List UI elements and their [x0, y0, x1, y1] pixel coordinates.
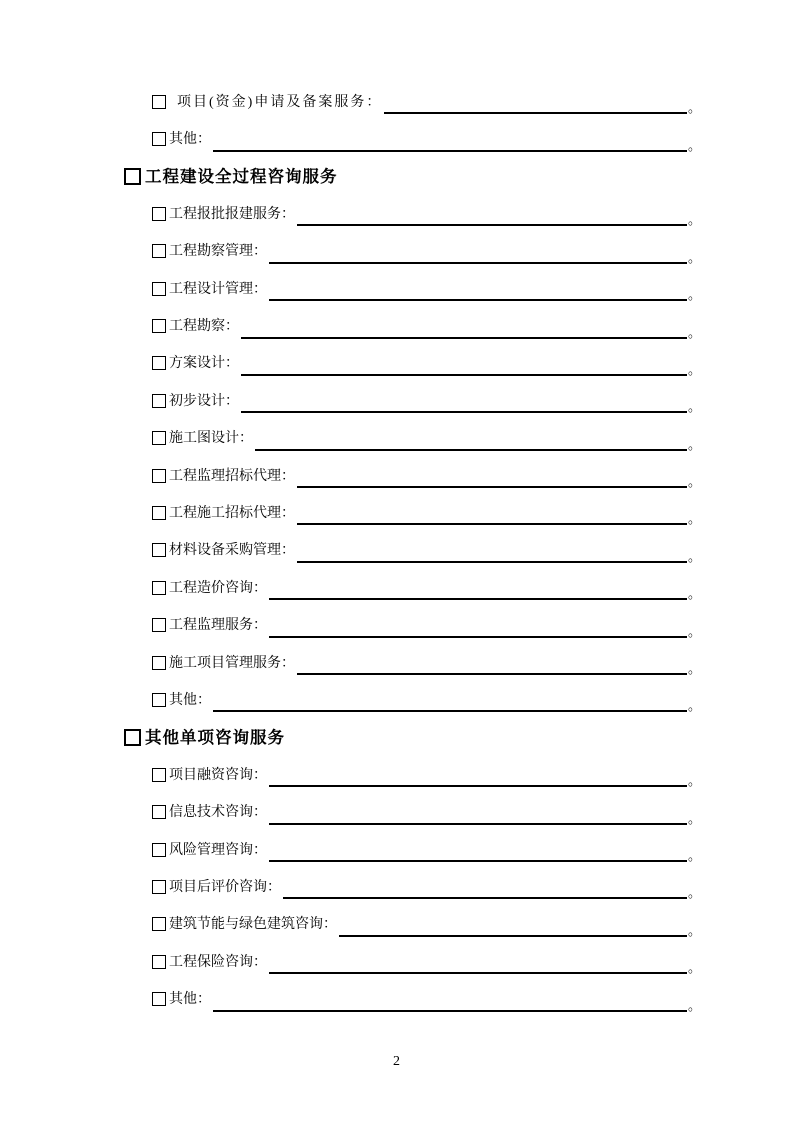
service-label: 材料设备采购管理： [169, 543, 295, 559]
checkbox-icon[interactable] [152, 319, 166, 333]
service-label: 施工项目管理服务： [169, 655, 295, 671]
checkbox-icon[interactable] [152, 394, 166, 408]
form-row [152, 907, 701, 944]
checkbox-icon[interactable] [152, 880, 166, 894]
form-row [152, 869, 701, 906]
fill-in-blank[interactable] [241, 322, 687, 339]
form-row [152, 794, 701, 831]
service-label: 初步设计： [169, 393, 239, 409]
checkbox-icon[interactable] [152, 431, 166, 445]
fill-in-blank[interactable] [269, 284, 687, 301]
fill-in-blank[interactable] [283, 882, 687, 899]
fill-in-blank[interactable] [297, 471, 687, 488]
fill-in-blank[interactable] [297, 209, 687, 226]
fill-in-blank[interactable] [241, 359, 687, 376]
period-mark: 。 [687, 212, 701, 228]
period-mark: 。 [687, 698, 701, 714]
checkbox-icon[interactable] [152, 843, 166, 857]
checkbox-icon[interactable] [124, 729, 141, 746]
service-label: 工程报批报建服务： [169, 206, 295, 222]
page-number: 2 [393, 1054, 400, 1069]
fill-in-blank[interactable] [255, 434, 687, 451]
service-label: 工程勘察： [169, 319, 239, 335]
checkbox-icon[interactable] [152, 693, 166, 707]
form-row [152, 234, 701, 271]
form-row [152, 944, 701, 981]
period-mark: 。 [687, 287, 701, 303]
form-row [152, 308, 701, 345]
form-row [152, 757, 701, 794]
fill-in-blank[interactable] [269, 845, 687, 862]
checkbox-icon[interactable] [124, 168, 141, 185]
service-label: 建筑节能与绿色建筑咨询： [169, 917, 337, 933]
service-label: 工程勘察管理： [169, 244, 267, 260]
checkbox-icon[interactable] [152, 618, 166, 632]
form-row [152, 645, 701, 682]
service-label: 其他： [169, 992, 211, 1008]
fill-in-blank[interactable] [384, 97, 687, 114]
form-row [152, 84, 701, 121]
checkbox-icon[interactable] [152, 132, 166, 146]
checkbox-icon[interactable] [152, 282, 166, 296]
service-label: 工程造价咨询： [169, 580, 267, 596]
form-row [152, 570, 701, 607]
fill-in-blank[interactable] [269, 583, 687, 600]
form-row [152, 682, 701, 719]
fill-in-blank[interactable] [269, 770, 687, 787]
service-label: 其他： [169, 132, 211, 148]
section-heading-row [124, 159, 701, 196]
checkbox-icon[interactable] [152, 768, 166, 782]
service-label: 项目后评价咨询： [169, 879, 281, 895]
fill-in-blank[interactable] [269, 957, 687, 974]
form-row [152, 533, 701, 570]
form-row [152, 981, 701, 1018]
service-label: 其他： [169, 692, 211, 708]
checkbox-icon[interactable] [152, 992, 166, 1006]
service-label: 项目融资咨询： [169, 767, 267, 783]
service-label: 风险管理咨询： [169, 842, 267, 858]
fill-in-blank[interactable] [269, 808, 687, 825]
checkbox-icon[interactable] [152, 356, 166, 370]
period-mark: 。 [687, 324, 701, 340]
form-row [152, 196, 701, 233]
form-row [152, 121, 701, 158]
fill-in-blank[interactable] [269, 621, 687, 638]
period-mark: 。 [687, 137, 701, 153]
service-label: 工程保险咨询： [169, 954, 267, 970]
service-label: 工程监理服务： [169, 618, 267, 634]
section-heading-row [124, 720, 701, 757]
checkbox-icon[interactable] [152, 244, 166, 258]
fill-in-blank[interactable] [297, 508, 687, 525]
service-label: 施工图设计： [169, 431, 253, 447]
checkbox-icon[interactable] [152, 656, 166, 670]
period-mark: 。 [687, 922, 701, 938]
form-row [152, 607, 701, 644]
checkbox-icon[interactable] [152, 805, 166, 819]
service-label: 工程施工招标代理： [169, 505, 295, 521]
period-mark: 。 [687, 548, 701, 564]
service-label: 方案设计： [169, 356, 239, 372]
service-label: 工程监理招标代理： [169, 468, 295, 484]
fill-in-blank[interactable] [213, 135, 687, 152]
fill-in-blank[interactable] [269, 247, 687, 264]
period-mark: 。 [687, 885, 701, 901]
period-mark: 。 [687, 773, 701, 789]
period-mark: 。 [687, 960, 701, 976]
checkbox-icon[interactable] [152, 95, 166, 109]
period-mark: 。 [687, 399, 701, 415]
fill-in-blank[interactable] [213, 995, 687, 1012]
form-row [152, 383, 701, 420]
period-mark: 。 [687, 361, 701, 377]
period-mark: 。 [687, 474, 701, 490]
form-row [152, 346, 701, 383]
service-label: 项目(资金)申请及备案服务： [177, 94, 383, 110]
period-mark: 。 [687, 436, 701, 452]
page-footer [0, 1054, 793, 1070]
period-mark: 。 [687, 511, 701, 527]
form-row [152, 421, 701, 458]
section-heading: 其他单项咨询服务 [145, 728, 285, 748]
checkbox-icon[interactable] [152, 506, 166, 520]
period-mark: 。 [687, 661, 701, 677]
checkbox-icon[interactable] [152, 955, 166, 969]
form-row [152, 271, 701, 308]
fill-in-blank[interactable] [241, 396, 687, 413]
fill-in-blank[interactable] [339, 920, 687, 937]
period-mark: 。 [687, 848, 701, 863]
period-mark: 。 [687, 249, 701, 265]
service-label: 信息技术咨询： [169, 805, 267, 821]
fill-in-blank[interactable] [213, 695, 687, 712]
checkbox-icon[interactable] [152, 917, 166, 931]
period-mark: 。 [687, 810, 701, 826]
fill-in-blank[interactable] [297, 658, 687, 675]
period-mark: 。 [687, 623, 701, 639]
form-row [152, 495, 701, 532]
checkbox-icon[interactable] [152, 543, 166, 557]
period-mark: 。 [687, 586, 701, 602]
form-row [152, 458, 701, 495]
checkbox-icon[interactable] [152, 207, 166, 221]
fill-in-blank[interactable] [297, 546, 687, 563]
service-label: 工程设计管理： [169, 281, 267, 297]
form-row [152, 832, 701, 869]
checkbox-icon[interactable] [152, 469, 166, 483]
period-mark: 。 [687, 100, 701, 116]
checkbox-icon[interactable] [152, 581, 166, 595]
section-heading: 工程建设全过程咨询服务 [145, 167, 338, 187]
period-mark: 。 [687, 997, 701, 1013]
